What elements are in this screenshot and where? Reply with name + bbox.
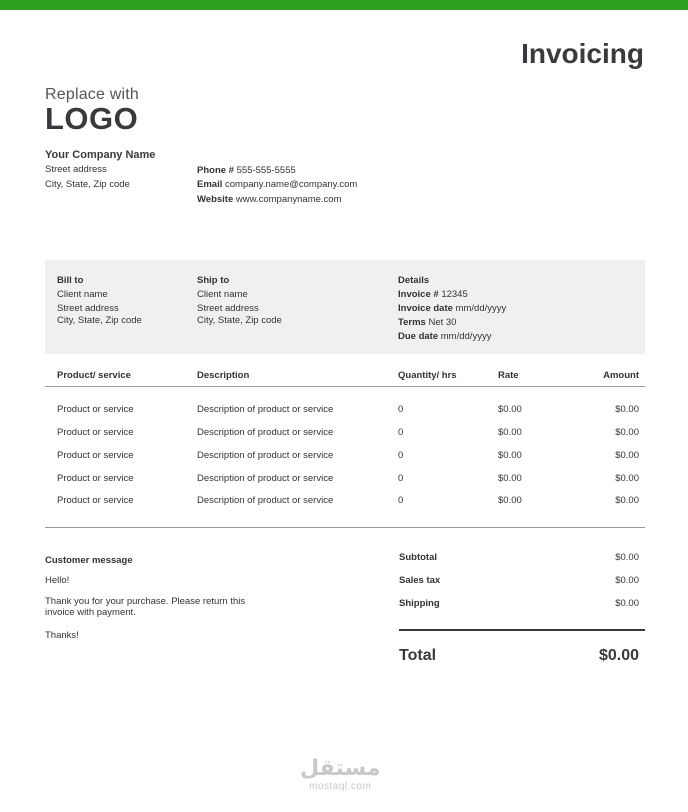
sales-tax-label: Sales tax (399, 575, 441, 586)
total-value: $0.00 (598, 647, 639, 664)
company-street: Street address (45, 164, 107, 175)
col-header-rate: Rate (498, 370, 519, 381)
company-name: Your Company Name (45, 149, 156, 161)
ship-to-city: City, State, Zip code (197, 315, 282, 326)
ship-to-client: Client name (197, 289, 248, 300)
row-rate: $0.00 (498, 495, 522, 506)
logo-placeholder (45, 86, 139, 134)
col-header-quantity: Quantity/ hrs (398, 370, 457, 381)
watermark-arabic: مستقل (300, 756, 381, 781)
terms-value: Net 30 (428, 317, 457, 328)
row-rate: $0.00 (498, 427, 522, 438)
message-thanks: Thanks! (45, 630, 79, 641)
shipping-label: Shipping (399, 598, 440, 609)
ship-to-street: Street address (197, 303, 259, 314)
terms-label: Terms (398, 317, 426, 328)
invoice-date (398, 302, 506, 316)
logo-line2: LOGO (45, 101, 139, 136)
row-description: Description of product or service (197, 450, 334, 461)
invoice-date-value: mm/dd/yyyy (455, 303, 507, 314)
header-divider (45, 386, 645, 387)
due-date-label: Due date (398, 331, 439, 342)
row-description: Description of product or service (197, 495, 334, 506)
row-amount: $0.00 (615, 404, 639, 415)
shipping-value: $0.00 (615, 598, 639, 609)
due-date-value: mm/dd/yyyy (440, 331, 492, 342)
invoice-number-label: Invoice # (398, 289, 439, 300)
company-email (197, 178, 357, 192)
website-label: Website (197, 194, 234, 205)
company-phone (197, 164, 296, 178)
company-website (197, 193, 342, 207)
row-quantity: 0 (398, 450, 404, 461)
subtotal-value: $0.00 (615, 552, 639, 563)
bill-to-street: Street address (57, 303, 119, 314)
row-product: Product or service (57, 450, 134, 461)
row-quantity: 0 (398, 495, 404, 506)
logo-line1: Replace with (45, 86, 140, 103)
company-city: City, State, Zip code (45, 179, 130, 190)
website-value: www.companyname.com (235, 194, 342, 205)
col-header-product: Product/ service (57, 370, 131, 381)
watermark-logo (300, 757, 380, 792)
col-header-amount: Amount (603, 370, 639, 381)
sales-tax-value: $0.00 (615, 575, 639, 586)
bill-to-client: Client name (57, 289, 108, 300)
row-rate: $0.00 (498, 473, 522, 484)
row-product: Product or service (57, 495, 134, 506)
row-description: Description of product or service (197, 404, 334, 415)
message-body (45, 596, 245, 618)
row-amount: $0.00 (615, 450, 639, 461)
addresses-band (45, 260, 645, 354)
row-product: Product or service (57, 427, 134, 438)
row-rate: $0.00 (498, 450, 522, 461)
row-description: Description of product or service (197, 473, 334, 484)
phone-value: 555-555-5555 (236, 165, 296, 176)
email-label: Email (197, 179, 223, 190)
details-label: Details (398, 275, 430, 286)
invoice-number-value: 12345 (441, 289, 468, 300)
subtotal-label: Subtotal (399, 552, 437, 563)
watermark-domain: mostaql.com (309, 781, 372, 792)
row-quantity: 0 (398, 404, 404, 415)
message-hello: Hello! (45, 575, 70, 586)
email-value: company.name@company.com (225, 179, 358, 190)
row-rate: $0.00 (498, 404, 522, 415)
message-body-line1: Thank you for your purchase. Please return this (45, 596, 246, 607)
row-quantity: 0 (398, 473, 404, 484)
customer-message-label: Customer message (45, 555, 133, 566)
ship-to-label: Ship to (197, 275, 230, 286)
row-product: Product or service (57, 404, 134, 415)
terms (398, 316, 456, 330)
table-bottom-divider (45, 527, 645, 528)
invoice-date-label: Invoice date (398, 303, 453, 314)
bill-to-city: City, State, Zip code (57, 315, 142, 326)
page-title: Invoicing (521, 38, 644, 69)
row-amount: $0.00 (615, 427, 639, 438)
phone-label: Phone # (197, 165, 234, 176)
row-product: Product or service (57, 473, 134, 484)
bill-to-label: Bill to (57, 275, 84, 286)
due-date (398, 330, 491, 344)
col-header-description: Description (197, 370, 250, 381)
row-amount: $0.00 (615, 473, 639, 484)
row-description: Description of product or service (197, 427, 334, 438)
row-amount: $0.00 (615, 495, 639, 506)
accent-bar (0, 0, 688, 10)
invoice-number (398, 288, 468, 302)
total-divider (399, 629, 645, 631)
message-body-line2: invoice with payment. (45, 607, 136, 618)
row-quantity: 0 (398, 427, 404, 438)
total-label: Total (399, 647, 437, 664)
